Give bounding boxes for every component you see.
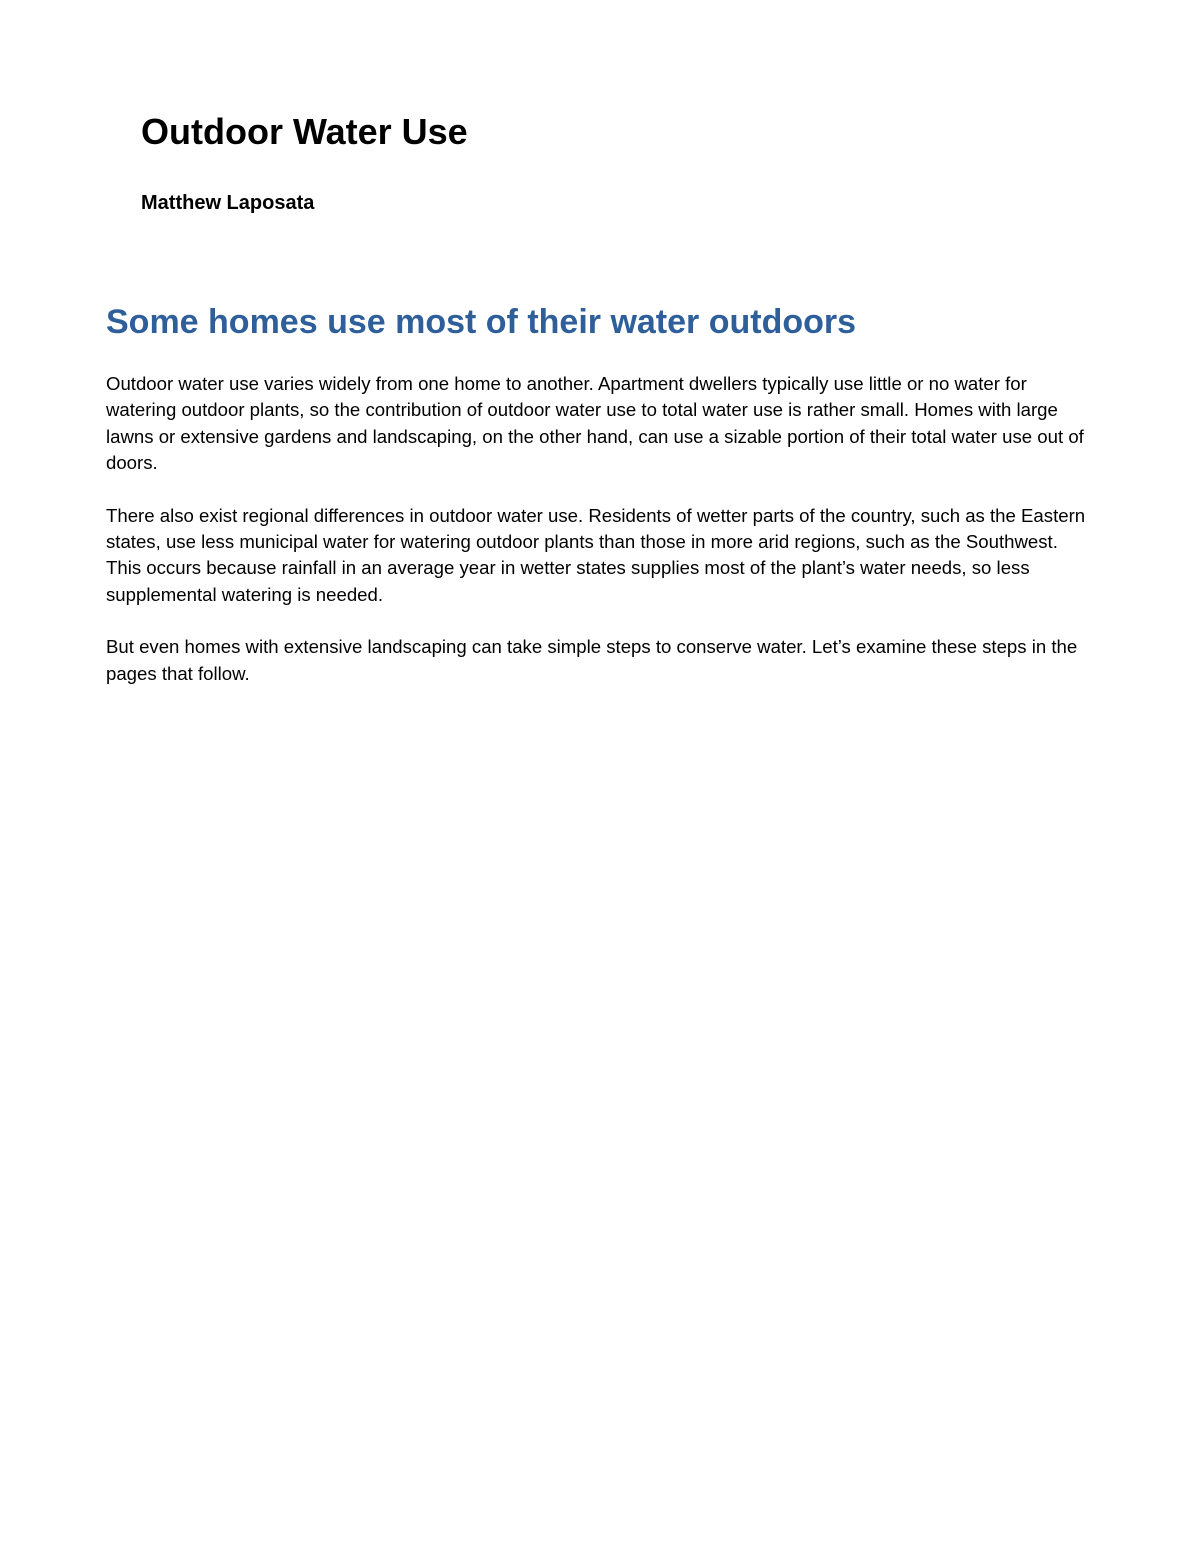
paragraph-2: There also exist regional differences in outdoor water use. Residents of wetter parts of the country, such as the Eastern states, use less municipal water for watering outdoor plants than those in more arid regions, such as the Southwest. This occurs because rainfall in an average year in wetter states supplies most of the plant’s water needs, so less supplemental watering is needed. xyxy=(106,504,1086,605)
document-title: Outdoor Water Use xyxy=(141,111,468,152)
paragraph-3: But even homes with extensive landscaping can take simple steps to conserve water. Let’s examine these steps in the pages that follow. xyxy=(106,636,1078,684)
paragraph-1: Outdoor water use varies widely from one home to another. Apartment dwellers typically use little or no water for watering outdoor plants, so the contribution of outdoor water use to total water use is rather small. Homes with large lawns or extensive gardens and landscaping, on the other hand, can use a sizable portion of their total water use out of doors. xyxy=(106,373,1084,474)
document-author: Matthew Laposata xyxy=(141,192,315,214)
document-body xyxy=(106,371,1096,713)
section-heading: Some homes use most of their water outdoors xyxy=(106,303,857,341)
